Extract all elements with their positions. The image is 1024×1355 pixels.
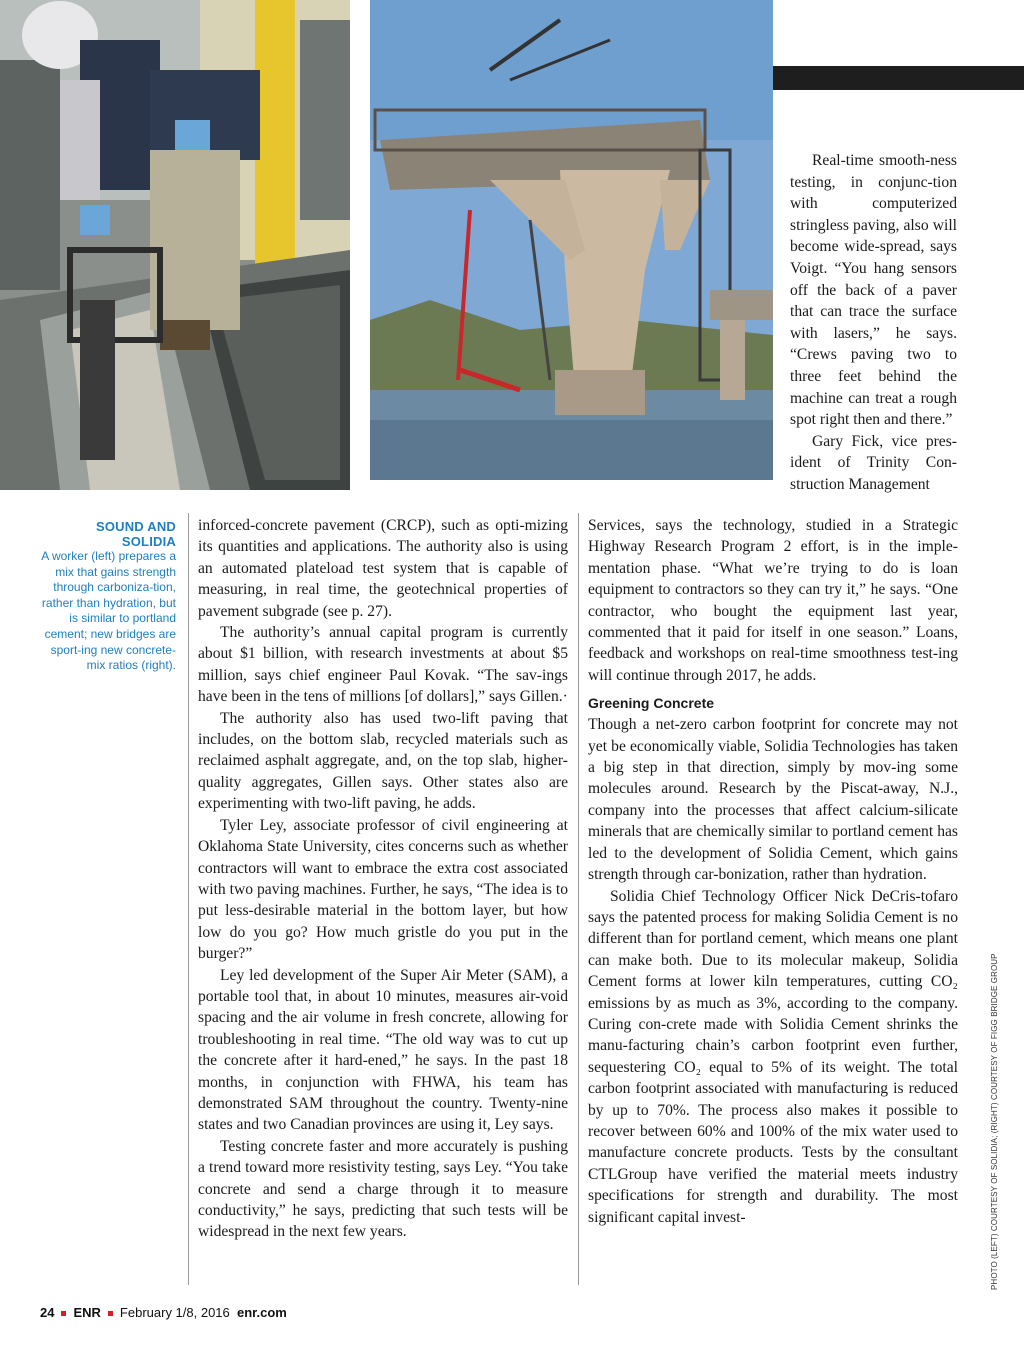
article-paragraph: Services, says the technology, studied in a Strategic Highway Research Program 2 effort, is in the imple-mentation phase. “What we’re trying to do is loan equipment to contractors so they can try it,” he says. “One contractor, who bought the equipment last year, commented that it paid for itself in one season.” Loans, feedback and workshops on real-time smoothness test-ing will continue through 2017, he adds. [588,517,958,684]
site-url: enr.com [237,1305,287,1320]
middle-column [198,515,568,1243]
article-paragraph: Tyler Ley, associate professor of civil engineering at Oklahoma State University, cites concerns such as whether contractors will want to embrace the extra cost associated with two paving machines. Further, he says, “The idea is to put less-desirable material in the bottom layer, but how low do you go? How much gristle do you put in the burger?” [198,816,568,963]
column-rule [188,513,189,1285]
right-column [588,515,958,1228]
article-paragraph: The authority’s annual capital program is currently about $1 billion, with research investments at about $5 million, says chief engineer Paul Kovak. “The sav-ings have been in the tens of millions [of dollars],” says Gillen.· [198,624,568,706]
photo-bridge-construction [370,0,773,480]
magazine-name: ENR [73,1305,101,1320]
article-paragraph: Ley led development of the Super Air Meter (SAM), a portable tool that, in about 10 minutes, measures air-void spacing and the air volume in fresh concrete, allowing for troubleshooting in real time. “The old way was to cut up the concrete after it hard-ened,” he says. In the past 18 months, in conjunction with FHWA, his team has demonstrated SAM throughout the country. Twenty-nine states and two Canadian provinces are using it, Ley says. [198,966,568,1134]
top-right-column [790,150,957,496]
article-paragraph: Testing concrete faster and more accurately is pushing a trend toward more resistivity testing, says Ley. “You take concrete and send a charge through it to measure conductivity,” he says, predicting that such tests will be widespread in the next few years. [198,1137,568,1241]
issue-date: February 1/8, 2016 [119,1305,230,1320]
article-paragraph: Though a net-zero carbon footprint for concrete may not yet be economically viable, Solidia Technologies has taken a big step in that direction, simply by mov-ing some molecules around. Research by the Piscat-away, N.J., company into the processes that affect calcium-silicate minerals that are chemically similar to portland cement has led to the development of Solidia Cement, which gains strength through car-bonization, rather than hydration. [588,716,958,884]
photo-worker-mixing [0,0,350,490]
article-paragraph: Gary Fick, vice pres-ident of Trinity Con-struction Management [790,432,957,493]
red-square-icon [61,1311,66,1316]
article-paragraph: Real-time smooth-ness testing, in conjunc-tion with computerized stringless paving, also will become wide-spread, says Voigt. “You hang sensors off the back of a paver that can trace the surface with lasers,” he says. “Crews paving two to three feet behind the machine can treat a rough spot right then and there.” [790,152,957,429]
top-bar [773,66,1024,90]
caption-headline: SOUND AND SOLIDIA [95,519,176,549]
page-folio [40,1305,287,1320]
article-paragraph: The authority also has used two-lift paving that includes, on the bottom slab, recycled materials such as reclaimed asphalt aggregate, and, on the top slab, higher-quality aggregates, Gillen says. Other states also are experimenting with two-lift paving, he adds. [198,709,568,813]
article-paragraph: inforced-concrete pavement (CRCP), such as opti-mizing its quantities and applications. The authority also is using an automated plateload test system that is capable of measuring, in real time, the geotechnical properties of pavement subgrade (see p. 27). [198,517,568,620]
photo-caption [40,519,176,674]
page-number: 24 [40,1305,55,1320]
photo-credit: PHOTO (LEFT) COURTESY OF SOLIDIA; (RIGHT) COURTESY OF FIGG BRIDGE GROUP [990,953,999,1290]
article-paragraph: Solidia Chief Technology Officer Nick DeCris-tofaro says the patented process for making Solidia Cement is no different than for portland cement, which means one plant can make both. Due to its molecular makeup, Solidia Cement forms at lower kiln temperatures, cutting CO₂ emissions by as much as 3%, according to the company. Curing con-crete made with Solidia Cement shrinks the manu-facturing chain’s carbon footprint even further, sequestering CO₂ equal to 5% of its weight. The total carbon footprint associated with manufacturing is reduced by up to 70%. The process also makes it possible to recover between 60% and 100% of the mix water used to manufacture concrete products. Tests by the consultant CTLGroup have verified the material meets industry specifications for strength and durability. The most significant capital invest- [588,887,958,1226]
caption-text: A worker (left) prepares a mix that gains strength through carboniza-tion, rather than hydration, but is similar to portland cement; new bridges are sport-ing new concrete-mix ratios (right). [41,549,176,673]
column-rule [578,513,579,1285]
red-square-icon [108,1311,113,1316]
section-subhead: Greening Concrete [588,695,715,712]
